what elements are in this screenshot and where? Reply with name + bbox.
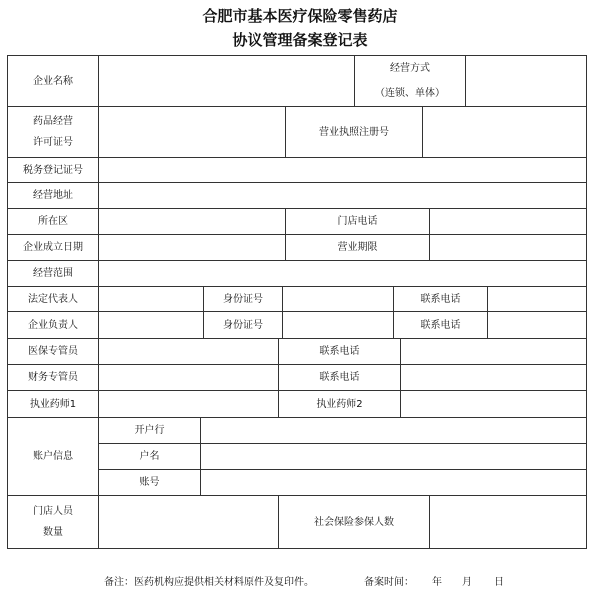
label-account-info: 账户信息 bbox=[7, 417, 99, 496]
label-business-mode bbox=[354, 55, 466, 107]
label-pharmacist-2: 执业药师2 bbox=[278, 390, 401, 418]
drug-license-label-line-1: 药品经营 bbox=[33, 116, 73, 127]
business-mode-label: 经营方式 bbox=[390, 63, 430, 74]
label-business-scope: 经营范围 bbox=[7, 260, 99, 287]
business-mode-field[interactable] bbox=[465, 55, 587, 107]
legal-rep-field[interactable] bbox=[98, 286, 204, 312]
legal-rep-id-field[interactable] bbox=[282, 286, 394, 312]
filing-day-label: 日 bbox=[494, 577, 504, 588]
filing-month-label: 月 bbox=[462, 577, 472, 588]
label-company-head-id: 身份证号 bbox=[203, 311, 283, 339]
company-name-field[interactable] bbox=[98, 55, 355, 107]
social-insured-count-field[interactable] bbox=[429, 495, 587, 549]
label-insurance-admin: 医保专管员 bbox=[7, 338, 99, 365]
staff-count-label-line-2: 数量 bbox=[43, 527, 63, 538]
filing-time-label: 备案时间： bbox=[364, 577, 414, 588]
label-company-name: 企业名称 bbox=[7, 55, 99, 107]
company-head-phone-field[interactable] bbox=[487, 311, 587, 339]
label-business-term: 营业期限 bbox=[285, 234, 430, 261]
pharmacist-1-field[interactable] bbox=[98, 390, 279, 418]
business-license-field[interactable] bbox=[422, 106, 587, 158]
bank-field[interactable] bbox=[200, 417, 587, 444]
label-finance-admin: 财务专管员 bbox=[7, 364, 99, 391]
established-date-field[interactable] bbox=[98, 234, 286, 261]
label-social-insured-count: 社会保险参保人数 bbox=[278, 495, 430, 549]
footer-note: 备注：医药机构应提供相关材料原件及复印件。 bbox=[104, 577, 314, 588]
label-pharmacist-1: 执业药师1 bbox=[7, 390, 99, 418]
label-finance-admin-phone: 联系电话 bbox=[278, 364, 401, 391]
account-number-field[interactable] bbox=[200, 469, 587, 496]
business-scope-field[interactable] bbox=[98, 260, 587, 287]
label-established-date: 企业成立日期 bbox=[7, 234, 99, 261]
pharmacist-2-field[interactable] bbox=[400, 390, 587, 418]
drug-license-field[interactable] bbox=[98, 106, 286, 158]
company-head-field[interactable] bbox=[98, 311, 204, 339]
business-mode-options: （连锁、单体） bbox=[375, 88, 445, 99]
label-company-head-phone: 联系电话 bbox=[393, 311, 488, 339]
label-store-phone: 门店电话 bbox=[285, 208, 430, 235]
tax-registration-field[interactable] bbox=[98, 157, 587, 183]
label-legal-rep-phone: 联系电话 bbox=[393, 286, 488, 312]
legal-rep-phone-field[interactable] bbox=[487, 286, 587, 312]
label-drug-license bbox=[7, 106, 99, 158]
staff-count-label-line-1: 门店人员 bbox=[33, 506, 73, 517]
label-business-address: 经营地址 bbox=[7, 182, 99, 209]
business-address-field[interactable] bbox=[98, 182, 587, 209]
finance-admin-field[interactable] bbox=[98, 364, 279, 391]
account-holder-field[interactable] bbox=[200, 443, 587, 470]
store-phone-field[interactable] bbox=[429, 208, 587, 235]
label-legal-rep-id: 身份证号 bbox=[203, 286, 283, 312]
label-account-number: 账号 bbox=[98, 469, 201, 496]
label-bank: 开户行 bbox=[98, 417, 201, 444]
filing-time bbox=[364, 576, 504, 589]
company-head-id-field[interactable] bbox=[282, 311, 394, 339]
filing-year-label: 年 bbox=[432, 577, 442, 588]
label-tax-registration: 税务登记证号 bbox=[7, 157, 99, 183]
drug-license-label-line-2: 许可证号 bbox=[33, 137, 73, 148]
label-staff-count bbox=[7, 495, 99, 549]
district-field[interactable] bbox=[98, 208, 286, 235]
label-account-holder: 户名 bbox=[98, 443, 201, 470]
finance-admin-phone-field[interactable] bbox=[400, 364, 587, 391]
form-title-line-2: 协议管理备案登记表 bbox=[232, 31, 368, 49]
form-title-line-1: 合肥市基本医疗保险零售药店 bbox=[202, 7, 398, 25]
insurance-admin-field[interactable] bbox=[98, 338, 279, 365]
label-business-license: 营业执照注册号 bbox=[285, 106, 423, 158]
staff-count-field[interactable] bbox=[98, 495, 279, 549]
label-district: 所在区 bbox=[7, 208, 99, 235]
insurance-admin-phone-field[interactable] bbox=[400, 338, 587, 365]
business-term-field[interactable] bbox=[429, 234, 587, 261]
label-insurance-admin-phone: 联系电话 bbox=[278, 338, 401, 365]
label-company-head: 企业负责人 bbox=[7, 311, 99, 339]
label-legal-rep: 法定代表人 bbox=[7, 286, 99, 312]
